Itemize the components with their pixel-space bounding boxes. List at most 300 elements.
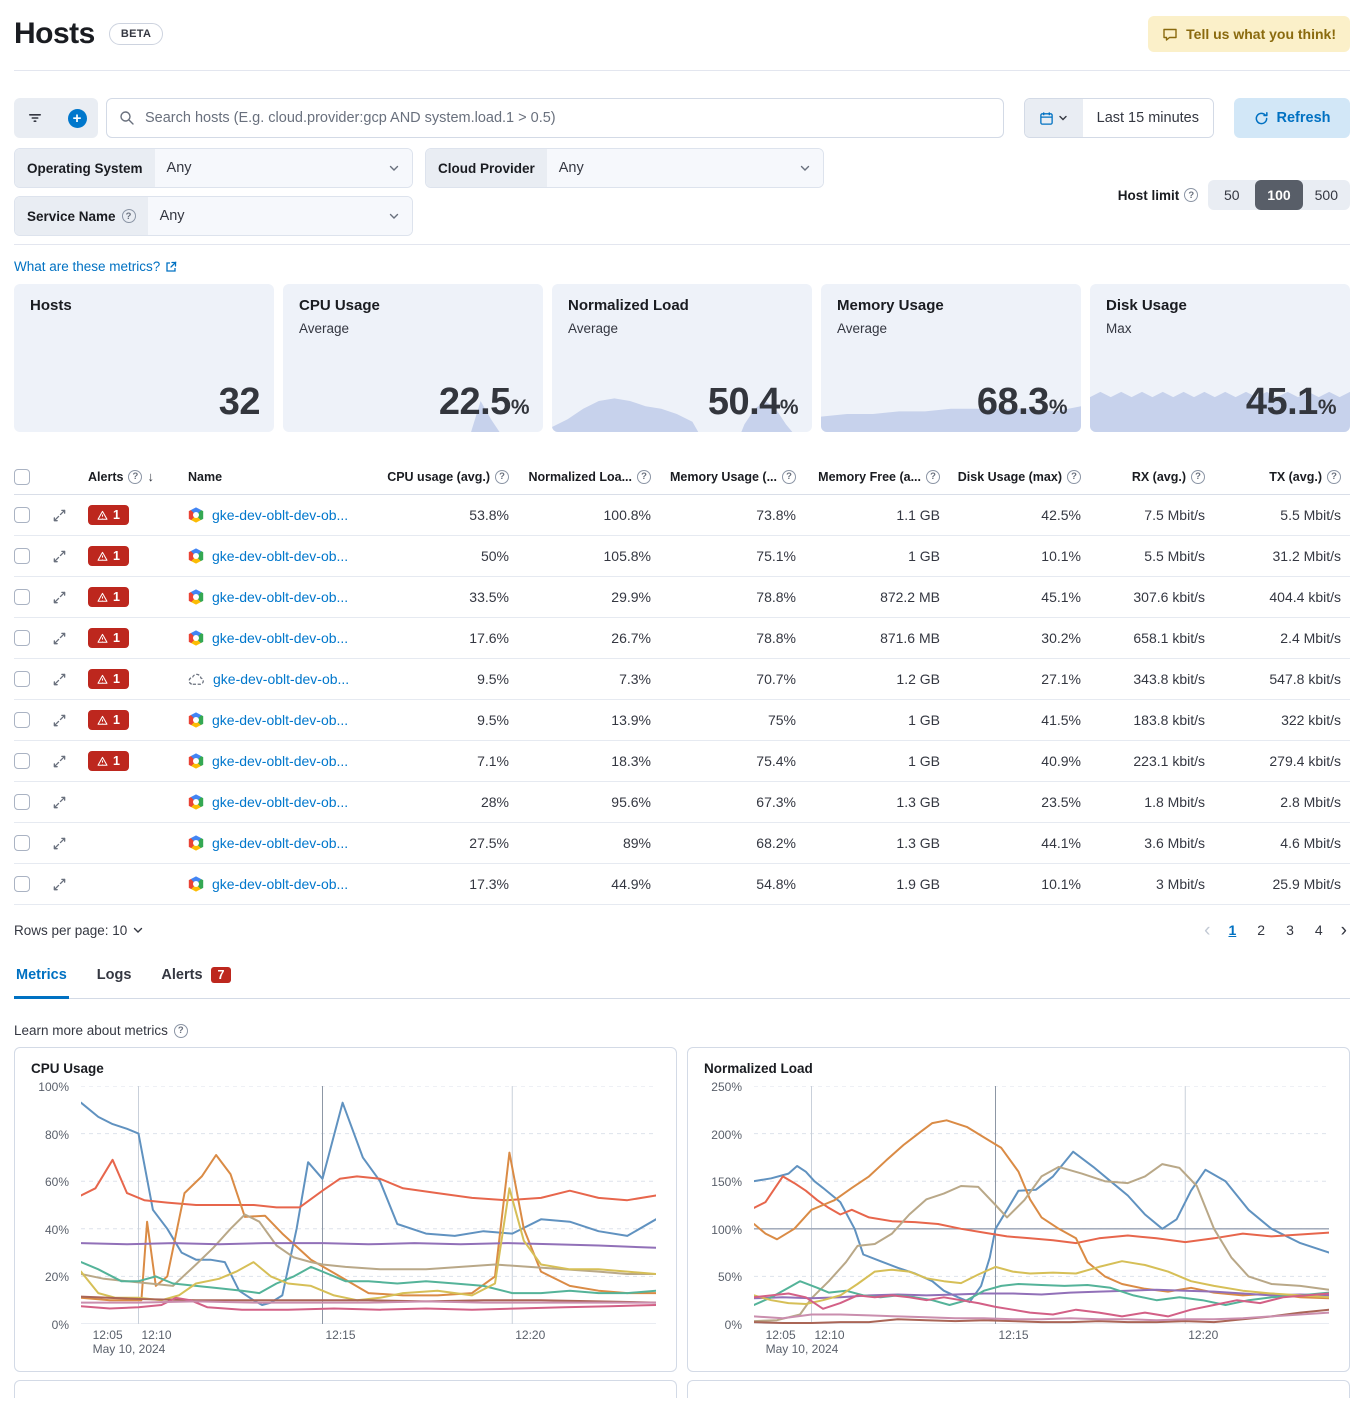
- memory-free-value: 1.9 GB: [896, 876, 940, 892]
- tx-value: 322 kbit/s: [1281, 712, 1341, 728]
- unknown-cloud-icon: [188, 671, 205, 688]
- cpu-header-label: CPU usage (avg.): [387, 469, 490, 484]
- x-tick-label: 12:20: [515, 1328, 546, 1342]
- row-name-cell: [188, 876, 379, 892]
- alert-count-badge[interactable]: 1: [88, 669, 129, 689]
- row-alerts-cell: [88, 710, 188, 730]
- cpu-value: 17.3%: [469, 876, 509, 892]
- kpi-title: Memory Usage: [837, 297, 944, 314]
- row-select-cell: [14, 794, 52, 810]
- sort-descending-icon: ↓: [147, 469, 154, 484]
- row-select-cell: [14, 548, 52, 564]
- cpu-value: 53.8%: [469, 507, 509, 523]
- rows-per-page-label: Rows per page: 10: [14, 922, 128, 938]
- y-tick-label: 100%: [38, 1080, 69, 1094]
- kpi-title: CPU Usage: [299, 297, 380, 314]
- service-name-select[interactable]: [148, 197, 412, 235]
- warning-triangle-icon: [97, 674, 108, 685]
- gcp-cloud-provider-icon: [188, 589, 204, 605]
- disk-chart-panel-partial: [687, 1380, 1350, 1398]
- row-name-cell: [188, 835, 379, 851]
- rx-value: 3.6 Mbit/s: [1144, 835, 1205, 851]
- chevron-down-icon: [132, 924, 144, 936]
- row-expand-button[interactable]: [52, 590, 88, 605]
- row-alerts-cell: [88, 751, 188, 771]
- filters-divider: [14, 244, 1350, 245]
- memory-usage-value: 54.8%: [756, 876, 796, 892]
- disk-usage-value: 41.5%: [1041, 712, 1081, 728]
- page-header: [14, 0, 1350, 70]
- warning-triangle-icon: [97, 756, 108, 767]
- host-row: [14, 577, 1350, 618]
- tx-value: 404.4 kbit/s: [1269, 589, 1341, 605]
- question-in-circle-icon[interactable]: ?: [1191, 470, 1205, 484]
- host-name-link[interactable]: gke-dev-oblt-dev-ob...: [212, 794, 349, 810]
- disk-header-label: Disk Usage (max): [957, 469, 1062, 484]
- warning-triangle-icon: [97, 592, 108, 603]
- host-name-link[interactable]: gke-dev-oblt-dev-ob...: [212, 548, 349, 564]
- tx-value: 547.8 kbit/s: [1269, 671, 1341, 687]
- normalized-load-column-header[interactable]: [509, 470, 651, 484]
- alert-count-badge[interactable]: 1: [88, 628, 129, 648]
- question-in-circle-icon[interactable]: ?: [926, 470, 940, 484]
- normalized-load-value: 18.3%: [611, 753, 651, 769]
- row-checkbox[interactable]: [14, 753, 30, 769]
- previous-page-button[interactable]: ‹: [1204, 919, 1211, 941]
- host-name-link[interactable]: gke-dev-oblt-dev-ob...: [212, 876, 349, 892]
- operating-system-label: Operating System: [15, 149, 155, 187]
- table-body: [14, 495, 1350, 905]
- disk-usage-value: 27.1%: [1041, 671, 1081, 687]
- gcp-cloud-provider-icon: [188, 876, 204, 892]
- expand-icon: [52, 795, 67, 810]
- filter-button[interactable]: [14, 98, 56, 138]
- kpi-subtitle: Average: [299, 321, 350, 336]
- cpu-value: 7.1%: [477, 753, 509, 769]
- question-in-circle-icon[interactable]: ?: [1184, 188, 1198, 202]
- host-limit-label-text: Host limit: [1117, 187, 1180, 203]
- y-tick-label: 40%: [44, 1222, 69, 1237]
- kpi-tile-disk-usage[interactable]: [1090, 284, 1350, 432]
- y-tick-label: 50%: [717, 1270, 742, 1285]
- tx-value: 2.4 Mbit/s: [1280, 630, 1341, 646]
- disk-usage-value: 10.1%: [1041, 876, 1081, 892]
- host-row: [14, 741, 1350, 782]
- gcp-cloud-provider-icon: [188, 835, 204, 851]
- kpi-subtitle: Average: [568, 321, 619, 336]
- beta-badge: BETA: [109, 23, 163, 45]
- rx-column-header[interactable]: [1081, 470, 1205, 484]
- host-row: [14, 659, 1350, 700]
- row-checkbox[interactable]: [14, 835, 30, 851]
- row-expand-button[interactable]: [52, 877, 88, 892]
- row-name-cell: [188, 794, 379, 810]
- host-name-link[interactable]: gke-dev-oblt-dev-ob...: [212, 835, 349, 851]
- tab-alerts-label: Alerts: [161, 967, 203, 983]
- chart-title: Normalized Load: [704, 1061, 813, 1076]
- chevron-down-icon: [1058, 113, 1068, 123]
- row-expand-button[interactable]: [52, 754, 88, 769]
- memory-free-value: 1 GB: [908, 712, 940, 728]
- memory-free-value: 1.1 GB: [896, 507, 940, 523]
- x-tick-label: 12:15: [325, 1328, 356, 1342]
- host-limit-label: [1118, 188, 1199, 203]
- expand-icon: [52, 672, 67, 687]
- disk-usage-value: 23.5%: [1041, 794, 1081, 810]
- cpu-column-header[interactable]: [379, 470, 509, 484]
- disk-usage-value: 40.9%: [1041, 753, 1081, 769]
- x-axis-date-label: May 10, 2024: [92, 1342, 166, 1356]
- question-in-circle-icon[interactable]: ?: [128, 470, 142, 484]
- table-footer: [14, 920, 1350, 940]
- row-name-cell: [188, 507, 379, 523]
- what-are-these-metrics-link[interactable]: [14, 259, 177, 274]
- alert-count-badge[interactable]: 1: [88, 505, 129, 525]
- question-in-circle-icon[interactable]: ?: [495, 470, 509, 484]
- host-row: [14, 536, 1350, 577]
- question-in-circle-icon[interactable]: ?: [122, 209, 136, 223]
- alert-count-badge[interactable]: 1: [88, 751, 129, 771]
- kpi-tile-cpu-usage[interactable]: [283, 284, 543, 432]
- operating-system-filter: [14, 148, 413, 188]
- host-name-link[interactable]: gke-dev-oblt-dev-ob...: [212, 630, 349, 646]
- memory-usage-value: 78.8%: [756, 630, 796, 646]
- kpi-value: 68.3%: [976, 381, 1067, 423]
- search-icon: [119, 110, 135, 126]
- disk-usage-column-header[interactable]: [940, 470, 1081, 484]
- row-select-cell: [14, 507, 52, 523]
- memory-usage-value: 75.1%: [756, 548, 796, 564]
- row-alerts-cell: [88, 669, 188, 689]
- host-row: [14, 618, 1350, 659]
- y-tick-label: 100%: [711, 1222, 742, 1237]
- query-button-group: [14, 98, 98, 138]
- page-number-1[interactable]: 1: [1228, 922, 1237, 938]
- row-checkbox[interactable]: [14, 548, 30, 564]
- host-name-link[interactable]: gke-dev-oblt-dev-ob...: [212, 753, 349, 769]
- row-expand-button[interactable]: [52, 713, 88, 728]
- memory-free-value: 871.6 MB: [880, 630, 940, 646]
- host-row: [14, 864, 1350, 905]
- chart-title: CPU Usage: [31, 1061, 104, 1076]
- cpu-usage-chart-panel: [14, 1047, 677, 1372]
- external-link-icon: [165, 261, 177, 273]
- normalized-load-value: 29.9%: [611, 589, 651, 605]
- kpi-title: Normalized Load: [568, 297, 689, 314]
- kpi-tile-hosts[interactable]: [14, 284, 274, 432]
- page-number-3[interactable]: 3: [1286, 922, 1294, 938]
- x-tick-label: 12:10: [814, 1328, 845, 1342]
- row-select-cell: [14, 835, 52, 851]
- row-expand-button[interactable]: [52, 549, 88, 564]
- service-name-filter: [14, 196, 413, 236]
- normalized-load-value: 44.9%: [611, 876, 651, 892]
- x-axis-labels: [81, 1328, 656, 1362]
- feedback-button[interactable]: [1148, 16, 1350, 52]
- date-picker-quick-menu[interactable]: [1025, 99, 1083, 137]
- speech-bubble-icon: [1162, 26, 1178, 42]
- tab-metrics-label: Metrics: [16, 967, 67, 983]
- rx-value: 5.5 Mbit/s: [1144, 548, 1205, 564]
- metrics-link-label: What are these metrics?: [14, 259, 161, 274]
- page-number-4[interactable]: 4: [1314, 922, 1323, 938]
- toolbar: [14, 98, 1350, 138]
- load-header-label: Normalized Loa...: [528, 469, 632, 484]
- name-header-label: Name: [188, 469, 223, 484]
- host-name-link[interactable]: gke-dev-oblt-dev-ob...: [212, 712, 349, 728]
- plus-circle-icon: +: [68, 109, 87, 128]
- kpi-tile-normalized-load[interactable]: [552, 284, 812, 432]
- row-checkbox[interactable]: [14, 876, 30, 892]
- cloud-provider-filter: [425, 148, 824, 188]
- expand-icon: [52, 713, 67, 728]
- series-line-host-1: [754, 1152, 1329, 1302]
- operating-system-value: Any: [166, 160, 192, 176]
- gcp-cloud-provider-icon: [188, 712, 204, 728]
- metrics-charts-row: [14, 1047, 1350, 1372]
- row-alerts-cell: [88, 628, 188, 648]
- host-name-link[interactable]: gke-dev-oblt-dev-ob...: [212, 589, 349, 605]
- alerts-header-label: Alerts: [88, 469, 124, 484]
- host-limit-control: [1118, 180, 1350, 210]
- page-number-2[interactable]: 2: [1257, 922, 1266, 938]
- memory-free-value: 1.3 GB: [896, 835, 940, 851]
- alert-count-badge[interactable]: 1: [88, 587, 129, 607]
- memory-usage-value: 75.4%: [756, 753, 796, 769]
- host-limit-option-500[interactable]: 500: [1303, 180, 1350, 210]
- memory-free-value: 872.2 MB: [880, 589, 940, 605]
- alert-count-badge[interactable]: 1: [88, 710, 129, 730]
- row-alerts-cell: [88, 505, 188, 525]
- service-name-label: [15, 197, 148, 235]
- host-row: [14, 700, 1350, 741]
- y-tick-label: 200%: [711, 1127, 742, 1142]
- x-axis-labels: [754, 1328, 1329, 1362]
- row-expand-button[interactable]: [52, 795, 88, 810]
- series-line-host-3: [754, 1120, 1329, 1298]
- next-page-button[interactable]: ›: [1340, 919, 1347, 941]
- cpu-value: 9.5%: [477, 712, 509, 728]
- add-filter-button[interactable]: [56, 98, 98, 138]
- expand-icon: [52, 549, 67, 564]
- refresh-button[interactable]: [1234, 98, 1350, 138]
- kpi-value: 50.4%: [707, 381, 798, 423]
- memory-usage-column-header[interactable]: [651, 470, 796, 484]
- warning-triangle-icon: [97, 510, 108, 521]
- memory-usage-value: 75%: [767, 712, 796, 728]
- alert-count-badge[interactable]: 1: [88, 546, 129, 566]
- expand-icon: [52, 836, 67, 851]
- question-in-circle-icon[interactable]: ?: [174, 1024, 188, 1038]
- question-in-circle-icon[interactable]: ?: [782, 470, 796, 484]
- row-expand-button[interactable]: [52, 631, 88, 646]
- row-checkbox[interactable]: [14, 630, 30, 646]
- chevron-down-icon: [799, 162, 811, 174]
- row-checkbox[interactable]: [14, 589, 30, 605]
- gcp-cloud-provider-icon: [188, 507, 204, 523]
- expand-icon: [52, 754, 67, 769]
- time-range-button[interactable]: Last 15 minutes: [1083, 99, 1213, 137]
- row-select-cell: [14, 712, 52, 728]
- kpi-title: Hosts: [30, 297, 72, 314]
- cloud-provider-select[interactable]: [547, 149, 823, 187]
- row-select-cell: [14, 589, 52, 605]
- select-all-checkbox[interactable]: [14, 469, 30, 485]
- memory-free-value: 1.2 GB: [896, 671, 940, 687]
- service-name-label-text: Service Name: [27, 208, 116, 224]
- memory-usage-value: 68.2%: [756, 835, 796, 851]
- x-axis-date-label: May 10, 2024: [765, 1342, 839, 1356]
- row-checkbox[interactable]: [14, 507, 30, 523]
- disk-usage-value: 44.1%: [1041, 835, 1081, 851]
- question-in-circle-icon[interactable]: ?: [1327, 470, 1341, 484]
- normalized-load-chart[interactable]: [704, 1080, 1333, 1362]
- row-checkbox[interactable]: [14, 671, 30, 687]
- chevron-down-icon: [388, 210, 400, 222]
- service-name-value: Any: [159, 208, 185, 224]
- normalized-load-value: 100.8%: [603, 507, 651, 523]
- host-limit-option-50[interactable]: 50: [1208, 180, 1255, 210]
- search-input[interactable]: [145, 110, 991, 126]
- table-header-row: [14, 459, 1350, 495]
- cloud-provider-value: Any: [558, 160, 584, 176]
- rx-value: 307.6 kbit/s: [1133, 589, 1205, 605]
- row-select-cell: [14, 671, 52, 687]
- memory-header-label: Memory Usage (...: [670, 469, 777, 484]
- chart-plot-area: [81, 1086, 656, 1324]
- y-axis-labels: [704, 1080, 748, 1332]
- row-name-cell: [188, 548, 379, 564]
- host-row: [14, 782, 1350, 823]
- tx-value: 31.2 Mbit/s: [1272, 548, 1341, 564]
- y-axis-labels: [31, 1080, 75, 1332]
- normalized-load-value: 7.3%: [619, 671, 651, 687]
- cpu-value: 28%: [480, 794, 509, 810]
- y-tick-label: 20%: [44, 1270, 69, 1285]
- kpi-tile-memory-usage[interactable]: [821, 284, 1081, 432]
- host-limit-option-100[interactable]: 100: [1255, 180, 1302, 210]
- kpi-value: 32: [218, 381, 260, 423]
- metrics-link-row: [14, 258, 1350, 276]
- kpi-row: [14, 284, 1350, 432]
- name-column-header[interactable]: [188, 470, 379, 484]
- memory-usage-value: 73.8%: [756, 507, 796, 523]
- y-tick-label: 60%: [44, 1175, 69, 1190]
- host-row: [14, 495, 1350, 536]
- question-in-circle-icon[interactable]: ?: [637, 470, 651, 484]
- rx-value: 343.8 kbit/s: [1133, 671, 1205, 687]
- hosts-table: [14, 459, 1350, 905]
- tx-value: 279.4 kbit/s: [1269, 753, 1341, 769]
- memory-free-value: 1 GB: [908, 548, 940, 564]
- cloud-provider-label: Cloud Provider: [426, 149, 547, 187]
- filter-icon: [27, 110, 43, 126]
- row-checkbox[interactable]: [14, 712, 30, 728]
- series-line-host-3: [81, 1153, 656, 1301]
- row-expand-button[interactable]: [52, 836, 88, 851]
- tabs-bar: [14, 963, 1350, 999]
- tab-metrics[interactable]: [14, 963, 69, 999]
- host-name-link[interactable]: gke-dev-oblt-dev-ob...: [213, 671, 350, 687]
- row-expand-button[interactable]: [52, 672, 88, 687]
- gcp-cloud-provider-icon: [188, 753, 204, 769]
- series-line-host-8: [754, 1310, 1329, 1323]
- cpu-value: 50%: [480, 548, 509, 564]
- alerts-count-badge: 7: [211, 967, 232, 983]
- row-select-cell: [14, 630, 52, 646]
- normalized-load-value: 89%: [622, 835, 651, 851]
- x-tick-label: 12:05: [92, 1328, 123, 1342]
- tab-alerts[interactable]: [159, 963, 233, 999]
- disk-usage-value: 10.1%: [1041, 548, 1081, 564]
- date-picker: [1024, 98, 1214, 138]
- x-tick-label: 12:15: [998, 1328, 1029, 1342]
- memory-usage-value: 78.8%: [756, 589, 796, 605]
- question-in-circle-icon[interactable]: ?: [1067, 470, 1081, 484]
- memory-usage-value: 70.7%: [756, 671, 796, 687]
- rx-value: 223.1 kbit/s: [1133, 753, 1205, 769]
- row-alerts-cell: [88, 546, 188, 566]
- row-select-cell: [14, 753, 52, 769]
- y-tick-label: 250%: [711, 1080, 742, 1094]
- refresh-icon: [1254, 111, 1269, 126]
- row-checkbox[interactable]: [14, 794, 30, 810]
- cpu-usage-chart[interactable]: [31, 1080, 660, 1362]
- x-tick-label: 12:20: [1188, 1328, 1219, 1342]
- disk-usage-value: 45.1%: [1041, 589, 1081, 605]
- row-select-cell: [14, 876, 52, 892]
- disk-usage-value: 42.5%: [1041, 507, 1081, 523]
- kpi-subtitle: Average: [837, 321, 888, 336]
- chevron-down-icon: [388, 162, 400, 174]
- row-name-cell: [188, 671, 379, 688]
- warning-triangle-icon: [97, 551, 108, 562]
- y-tick-label: 80%: [44, 1127, 69, 1142]
- tx-column-header[interactable]: [1205, 470, 1341, 484]
- y-tick-label: 0%: [724, 1318, 742, 1332]
- search-box: [106, 98, 1004, 138]
- kpi-title: Disk Usage: [1106, 297, 1187, 314]
- tab-logs[interactable]: [95, 963, 134, 999]
- gcp-cloud-provider-icon: [188, 794, 204, 810]
- page-title: Hosts: [14, 17, 95, 50]
- alerts-column-header[interactable]: [88, 469, 188, 484]
- rx-value: 658.1 kbit/s: [1133, 630, 1205, 646]
- x-tick-label: 12:05: [765, 1328, 796, 1342]
- row-name-cell: [188, 712, 379, 728]
- operating-system-select[interactable]: [155, 149, 412, 187]
- host-name-link[interactable]: gke-dev-oblt-dev-ob...: [212, 507, 349, 523]
- cpu-value: 17.6%: [469, 630, 509, 646]
- host-row: [14, 823, 1350, 864]
- memory-free-column-header[interactable]: [796, 470, 940, 484]
- kpi-subtitle: Max: [1106, 321, 1132, 336]
- memory-usage-value: 67.3%: [756, 794, 796, 810]
- rows-per-page-button[interactable]: [14, 923, 144, 938]
- tx-value: 25.9 Mbit/s: [1272, 876, 1341, 892]
- cpu-value: 33.5%: [469, 589, 509, 605]
- pagination: [1201, 920, 1350, 940]
- kpi-value: 45.1%: [1245, 381, 1336, 423]
- series-line-host-5: [81, 1243, 656, 1248]
- expand-icon: [52, 590, 67, 605]
- row-expand-button[interactable]: [52, 508, 88, 523]
- rx-value: 7.5 Mbit/s: [1144, 507, 1205, 523]
- rx-header-label: RX (avg.): [1131, 469, 1186, 484]
- memory-free-value: 1.3 GB: [896, 794, 940, 810]
- filters-section: [14, 148, 1350, 245]
- tab-logs-label: Logs: [96, 967, 132, 983]
